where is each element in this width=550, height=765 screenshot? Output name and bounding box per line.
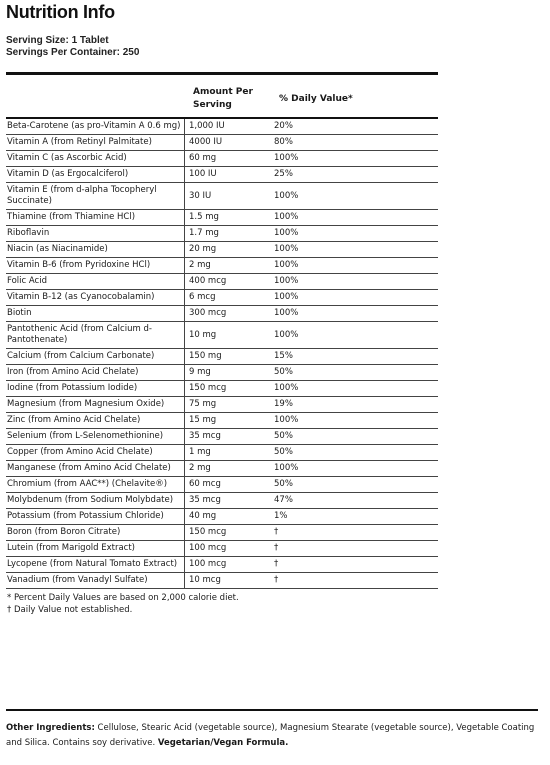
nutrient-amount: 1.7 mg — [184, 226, 271, 241]
nutrient-name: Riboflavin — [7, 228, 50, 238]
nutrient-name: Pantothenic Acid (from Calcium d-Pantothenate) — [7, 324, 152, 345]
table-row — [6, 365, 438, 381]
servings-per-container: Servings Per Container: 250 — [6, 47, 140, 58]
nutrient-daily-value: 100% — [274, 308, 299, 318]
nutrient-amount: 400 mcg — [184, 274, 271, 289]
nutrient-amount: 10 mcg — [184, 573, 271, 588]
nutrient-daily-value: 100% — [274, 212, 299, 222]
table-header — [6, 75, 438, 117]
nutrient-amount: 35 mcg — [184, 493, 271, 508]
nutrient-amount: 1 mg — [184, 445, 271, 460]
nutrient-name: Manganese (from Amino Acid Chelate) — [7, 463, 171, 473]
nutrient-daily-value: 100% — [274, 415, 299, 425]
nutrient-daily-value: † — [274, 559, 279, 569]
nutrient-name: Magnesium (from Magnesium Oxide) — [7, 399, 165, 409]
table-row — [6, 167, 438, 183]
nutrient-name: Potassium (from Potassium Chloride) — [7, 511, 164, 521]
nutrient-daily-value: 100% — [274, 153, 299, 163]
ingredients-label: Other Ingredients: — [6, 723, 95, 733]
nutrient-daily-value: 19% — [274, 399, 293, 409]
nutrient-name: Vitamin B-6 (from Pyridoxine HCl) — [7, 260, 151, 270]
daily-value-header: % Daily Value* — [279, 94, 353, 104]
table-row — [6, 493, 438, 509]
nutrient-daily-value: 100% — [274, 329, 299, 340]
nutrient-amount: 300 mcg — [184, 306, 271, 321]
table-row — [6, 242, 438, 258]
ingredients-text: Cellulose, Stearic Acid (vegetable source), Magnesium Stearate (vegetable source), Vegetable Coating and Silica. Contains soy derivative. — [6, 723, 535, 748]
nutrient-name: Copper (from Amino Acid Chelate) — [7, 447, 153, 457]
nutrient-daily-value: 20% — [274, 121, 293, 131]
nutrient-name: Vitamin A (from Retinyl Palmitate) — [7, 137, 152, 147]
nutrient-daily-value: 100% — [274, 244, 299, 254]
nutrient-name: Vitamin C (as Ascorbic Acid) — [7, 153, 127, 163]
nutrient-daily-value: 100% — [274, 190, 299, 201]
table-row — [6, 183, 438, 210]
nutrient-name: Vitamin E (from d-alpha Tocopheryl Succinate) — [7, 185, 157, 206]
table-row — [6, 151, 438, 167]
other-ingredients — [6, 721, 544, 751]
table-row — [6, 573, 438, 589]
nutrient-name: Molybdenum (from Sodium Molybdate) — [7, 495, 174, 505]
nutrient-daily-value: 50% — [274, 447, 293, 457]
nutrient-daily-value: 15% — [274, 351, 293, 361]
nutrient-daily-value: 50% — [274, 431, 293, 441]
nutrient-name: Vitamin D (as Ergocalciferol) — [7, 169, 129, 179]
nutrient-daily-value: 100% — [274, 260, 299, 270]
nutrient-amount: 35 mcg — [184, 429, 271, 444]
nutrient-amount: 1,000 IU — [184, 119, 271, 134]
nutrient-amount: 4000 IU — [184, 135, 271, 150]
nutrient-name: Folic Acid — [7, 276, 47, 286]
nutrient-daily-value: 50% — [274, 367, 293, 377]
nutrient-name: Vitamin B-12 (as Cyanocobalamin) — [7, 292, 155, 302]
table-row — [6, 509, 438, 525]
nutrient-name: Calcium (from Calcium Carbonate) — [7, 351, 155, 361]
nutrient-name: Vanadium (from Vanadyl Sulfate) — [7, 575, 148, 585]
page-title: Nutrition Info — [6, 2, 115, 22]
table-row — [6, 226, 438, 242]
nutrient-amount: 30 IU — [184, 183, 271, 209]
nutrient-daily-value: 80% — [274, 137, 293, 147]
nutrient-amount: 150 mcg — [184, 525, 271, 540]
nutrient-name: Boron (from Boron Citrate) — [7, 527, 121, 537]
nutrient-amount: 2 mg — [184, 258, 271, 273]
nutrient-amount: 6 mcg — [184, 290, 271, 305]
nutrient-name: Lycopene (from Natural Tomato Extract) — [7, 559, 178, 569]
bottom-rule — [6, 709, 538, 711]
nutrient-amount: 60 mg — [184, 151, 271, 166]
nutrient-daily-value: † — [274, 575, 279, 585]
table-row — [6, 349, 438, 365]
footnotes — [6, 589, 438, 616]
nutrient-amount: 100 mcg — [184, 541, 271, 556]
table-row — [6, 258, 438, 274]
nutrient-daily-value: 50% — [274, 479, 293, 489]
nutrient-amount: 40 mg — [184, 509, 271, 524]
footnote-not-established: † Daily Value not established. — [7, 605, 133, 615]
nutrient-daily-value: 100% — [274, 463, 299, 473]
table-row — [6, 397, 438, 413]
nutrient-name: Thiamine (from Thiamine HCl) — [7, 212, 136, 222]
nutrient-daily-value: 100% — [274, 292, 299, 302]
table-row — [6, 210, 438, 226]
serving-size: Serving Size: 1 Tablet — [6, 35, 109, 46]
nutrient-name: Iodine (from Potassium Iodide) — [7, 383, 138, 393]
nutrient-name: Niacin (as Niacinamide) — [7, 244, 108, 254]
nutrient-daily-value: 100% — [274, 383, 299, 393]
nutrient-amount: 2 mg — [184, 461, 271, 476]
table-row — [6, 322, 438, 349]
nutrient-daily-value: 25% — [274, 169, 293, 179]
nutrient-amount: 150 mcg — [184, 381, 271, 396]
nutrient-amount: 60 mcg — [184, 477, 271, 492]
nutrition-panel — [6, 72, 438, 616]
table-row — [6, 274, 438, 290]
nutrient-daily-value: 100% — [274, 276, 299, 286]
table-row — [6, 413, 438, 429]
formula-note: Vegetarian/Vegan Formula. — [157, 738, 289, 748]
nutrient-amount: 20 mg — [184, 242, 271, 257]
nutrient-amount: 9 mg — [184, 365, 271, 380]
footnote-percent-dv: * Percent Daily Values are based on 2,000 calorie diet. — [7, 593, 239, 603]
nutrient-amount: 150 mg — [184, 349, 271, 364]
table-row — [6, 306, 438, 322]
table-row — [6, 381, 438, 397]
nutrient-name: Selenium (from L-Selenomethionine) — [7, 431, 164, 441]
nutrient-daily-value: † — [274, 527, 279, 537]
nutrient-daily-value: 1% — [274, 511, 288, 521]
nutrient-name: Beta-Carotene (as pro-Vitamin A 0.6 mg) — [7, 121, 181, 131]
amount-per-serving-header: Amount Per Serving — [193, 87, 253, 110]
nutrient-daily-value: 100% — [274, 228, 299, 238]
table-row — [6, 461, 438, 477]
nutrient-name: Biotin — [7, 308, 32, 318]
table-row — [6, 290, 438, 306]
nutrient-name: Lutein (from Marigold Extract) — [7, 543, 135, 553]
nutrient-name: Zinc (from Amino Acid Chelate) — [7, 415, 141, 425]
table-row — [6, 429, 438, 445]
table-row — [6, 445, 438, 461]
table-row — [6, 119, 438, 135]
nutrient-amount: 100 mcg — [184, 557, 271, 572]
table-row — [6, 557, 438, 573]
table-row — [6, 541, 438, 557]
nutrient-amount: 75 mg — [184, 397, 271, 412]
nutrient-daily-value: † — [274, 543, 279, 553]
nutrient-amount: 1.5 mg — [184, 210, 271, 225]
nutrient-name: Chromium (from AAC**) (Chelavite®) — [7, 479, 168, 489]
nutrient-name: Iron (from Amino Acid Chelate) — [7, 367, 139, 377]
nutrient-amount: 15 mg — [184, 413, 271, 428]
nutrient-amount: 100 IU — [184, 167, 271, 182]
table-row — [6, 135, 438, 151]
table-row — [6, 477, 438, 493]
nutrient-amount: 10 mg — [184, 322, 271, 348]
table-row — [6, 525, 438, 541]
nutrient-daily-value: 47% — [274, 495, 293, 505]
nutrient-rows — [6, 119, 438, 589]
